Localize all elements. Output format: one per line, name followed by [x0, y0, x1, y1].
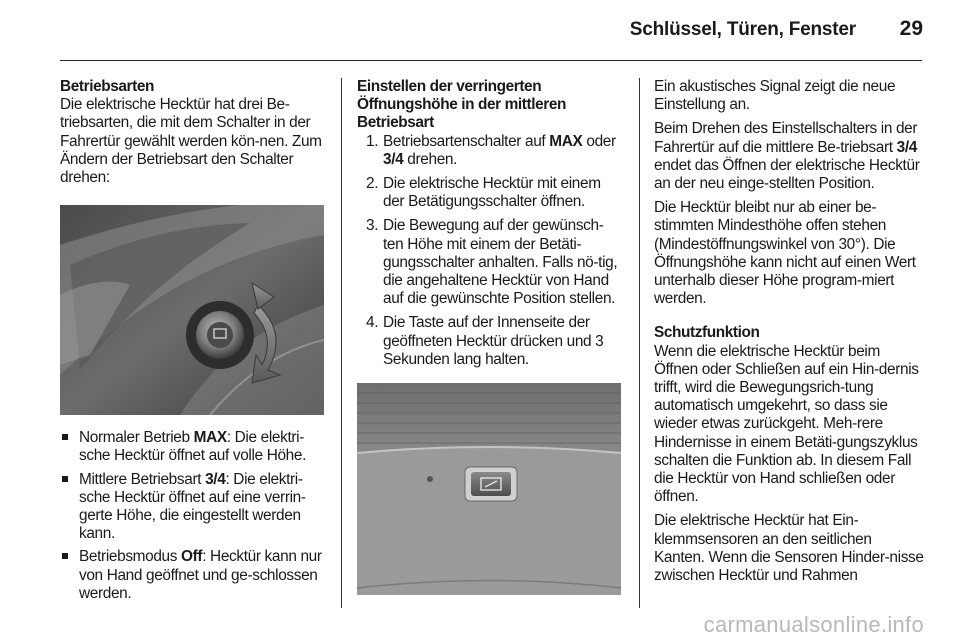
column-1 [60, 78, 326, 608]
list-item: Mittlere Betriebsart 3/4: Die elektri-sche Hecktür öffnet auf eine verrin-gerte Höhe, die eingestellt werden kann. [60, 471, 326, 544]
tailgate-button-photo [357, 383, 621, 595]
watermark: carmanualsonline.info [703, 612, 924, 637]
heading-reduced-height: Einstellen der verringerten Öffnungshöhe in der mittleren Betriebsart [357, 78, 567, 132]
column-3 [654, 78, 924, 585]
heading-betriebsarten: Betriebsarten [60, 78, 155, 95]
steps-list [357, 133, 623, 369]
list-item: 3. Die Bewegung auf der gewünsch-ten Höhe mit einem der Betäti-gungsschalter anhalten. Falls nö-tig, die angehaltene Hecktür von Hand auf die gewünschte Position stellen. [366, 217, 618, 308]
column-divider [639, 78, 640, 608]
paragraph: Die elektrische Hecktür hat Ein-klemmsensoren an den seitlichen Kanten. Wenn die Sensoren Hinder-nisse zwischen Hecktür und Rahmen [654, 512, 924, 585]
section-title: Schlüssel, Türen, Fenster [629, 19, 856, 40]
paragraph: Ein akustisches Signal zeigt die neue Einstellung an. [654, 78, 896, 114]
heading-schutzfunktion: Schutzfunktion [654, 324, 760, 342]
list-item: 4. Die Taste auf der Innenseite der geöffneten Hecktür drücken und 3 Sekunden lang halten. [366, 314, 604, 368]
paragraph: Beim Drehen des Einstellschalters in der Fahrertür auf die mittlere Be-triebsart 3/4 endet das Öffnen der elektrische Hecktür an der neu einge-stellten Position. [654, 120, 920, 193]
list-item: Betriebsmodus Off: Hecktür kann nur von Hand geöffnet und ge-schlossen werden. [60, 548, 326, 603]
list-item: 1. Betriebsartenschalter auf MAX oder 3/4 drehen. [366, 132, 616, 168]
page-number: 29 [899, 17, 923, 40]
tailgate-button-illustration [357, 383, 621, 595]
column-divider [341, 78, 342, 608]
mode-list [60, 429, 326, 603]
list-item: 2. Die elektrische Hecktür mit einem der Betätigungsschalter öffnen. [366, 175, 601, 211]
intro-paragraph: Die elektrische Hecktür hat drei Be-triebsarten, die mit dem Schalter in der Fahrertür gewählt werden kön-nen. Zum Ändern der Betriebsart den Schalter drehen: [60, 96, 322, 187]
driver-door-switch-photo [60, 205, 324, 415]
paragraph: Die Hecktür bleibt nur ab einer be-stimmten Mindesthöhe offen stehen (Mindestöffnungswinkel von 30°). Die Öffnungshöhe kann nicht auf einen Wert unterhalb dieser Höhe program-miert werden. [654, 199, 916, 308]
header-rule [60, 60, 922, 61]
column-2 [357, 78, 623, 595]
driver-door-switch-illustration [60, 205, 324, 415]
list-item: Normaler Betrieb MAX: Die elektri-sche Hecktür öffnet auf volle Höhe. [60, 429, 326, 465]
paragraph: Wenn die elektrische Hecktür beim Öffnen oder Schließen auf ein Hin-dernis trifft, wird die Bewegungsrich-tung automatisch umgekehrt, so dass sie wieder etwas zurückgeht. Meh-rere Hindernisse in einem Betäti-gungszyklus schalten die Funktion ab. In diesem Fall die Hecktür von Hand schließen oder öffnen. [654, 342, 919, 506]
